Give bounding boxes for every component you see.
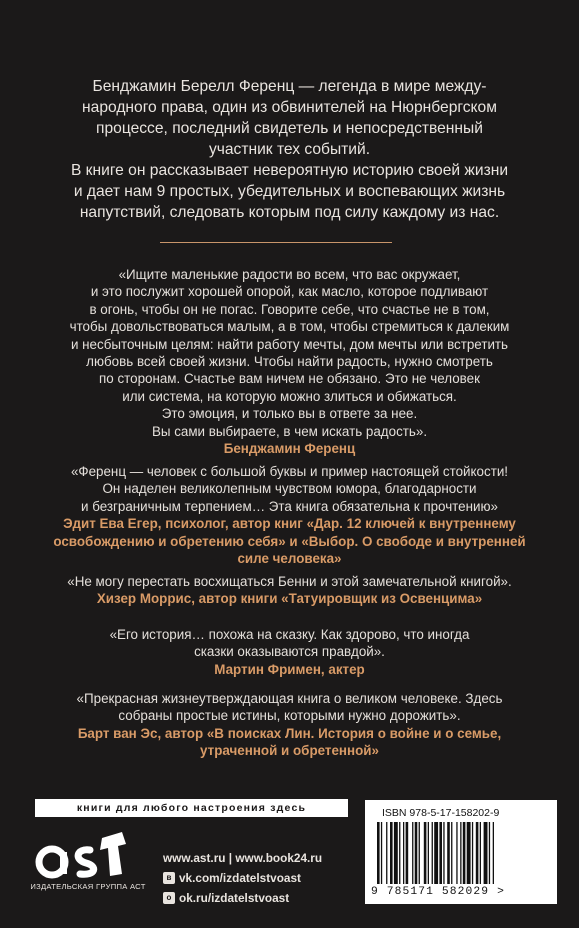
blurb-line: Бенджамин Берелл Ференц — легенда в мире между- — [92, 78, 487, 95]
quote-eger — [30, 463, 549, 567]
quote-line: в огонь, чтобы он не погас. Говорите себе, что счастье не в том, — [89, 301, 490, 317]
blurb-line: народного права, один из обвинителей на Нюрнбергском — [82, 99, 497, 116]
quote-line: или система, на которую можно злиться и обижаться. — [122, 388, 457, 404]
quote-line: по сторонам. Счастье вам ничем не обязано. Это не человек — [99, 371, 480, 387]
quote-line: «Его история… похожа на сказку. Как здорово, что иногда — [109, 627, 470, 642]
barcode-icon — [373, 822, 551, 884]
blurb-line: и дает нам 9 простых, убедительных и воспевающих жизнь — [73, 183, 506, 200]
quote-freeman — [30, 626, 549, 678]
quote-line: сказки оказываются правдой». — [194, 644, 385, 660]
quote-line: Вы сами выбираете, в чем искать радость». — [151, 423, 428, 439]
websites-row — [163, 849, 322, 867]
ok-row — [163, 889, 322, 907]
quote-attribution: Эдит Ева Егер, психолог, автор книг «Дар. 12 ключей к внутреннему — [63, 516, 516, 532]
quote-ferencz — [30, 266, 549, 457]
quote-attribution: Хизер Моррис, автор книги «Татуировщик из Освенцима» — [96, 591, 483, 607]
isbn-number: ISBN 978-5-17-158202-9 — [382, 807, 500, 819]
quote-line: и это послужит хорошей опорой, как масло, которое подливают — [90, 284, 489, 300]
ok-link[interactable]: ok.ru/izdatelstvoast — [179, 891, 290, 905]
quote-line: и безграничным терпением… Эта книга обязательна к прочтению» — [81, 498, 498, 514]
quote-line: «Не могу перестать восхищаться Бенни и этой замечательной книгой». — [67, 574, 512, 589]
publisher-links — [163, 849, 322, 909]
websites-text[interactable]: www.ast.ru | www.book24.ru — [163, 851, 323, 865]
quote-line: «Прекрасная жизнеутверждающая книга о великом человеке. Здесь — [76, 691, 503, 706]
blurb-line: напутствий, следовать которым под силу каждому из нас. — [79, 204, 500, 221]
divider-rule — [160, 242, 392, 243]
quote-line: и несбыточным целям: найти работу мечты, дом мечты или встретить — [70, 336, 509, 352]
quote-line: Он наделен великолепным чувством юмора, благодарности — [102, 481, 477, 497]
book-blurb — [40, 76, 539, 223]
quote-van-es — [30, 690, 549, 760]
quote-attribution: Мартин Фримен, актер — [214, 661, 365, 677]
blurb-line: В книге он рассказывает невероятную историю своей жизни — [70, 162, 509, 179]
quote-line: «Ференц — человек с большой буквы и пример настоящей стойкости! — [70, 464, 509, 479]
blurb-line: участник тех событий. — [208, 141, 371, 158]
barcode-digits: 9 785171 582029 > — [371, 886, 505, 898]
publisher-name: ИЗДАТЕЛЬСКАЯ ГРУППА АСТ — [30, 882, 146, 891]
quote-line: собраны простые истины, которыми нужно дорожить». — [118, 708, 461, 724]
tagline-banner: книги для любого настроения здесь — [35, 799, 348, 817]
quote-attribution: Бенджамин Ференц — [223, 441, 356, 457]
quote-line: чтобы довольствоваться малым, а в том, чтобы стремиться к далеким — [69, 319, 510, 335]
blurb-line: процессе, последний свидетель и непосредственный — [96, 120, 483, 137]
ok-icon: о — [163, 892, 175, 904]
isbn-barcode-box — [364, 799, 558, 905]
quote-attribution: освобождению и обретению себя» и «Выбор. О свободе и внутренней — [53, 533, 526, 549]
quote-line: любовь всей своей жизни. Чтобы найти радость, нужно смотреть — [86, 354, 493, 370]
vk-icon: в — [163, 872, 175, 884]
quote-attribution: Барт ван Эс, автор «В поисках Лин. История о войне и о семье, — [77, 725, 502, 741]
quote-morris — [30, 573, 549, 608]
quote-line: Это эмоция, и только вы в ответе за нее. — [161, 406, 418, 422]
quote-attribution: силе человека» — [237, 551, 342, 567]
quote-line: «Ищите маленькие радости во всем, что вас окружает, — [118, 267, 461, 282]
vk-link[interactable]: vk.com/izdatelstvoast — [179, 871, 301, 885]
vk-row — [163, 869, 322, 887]
quote-attribution: утраченной и обретенной» — [200, 743, 379, 759]
